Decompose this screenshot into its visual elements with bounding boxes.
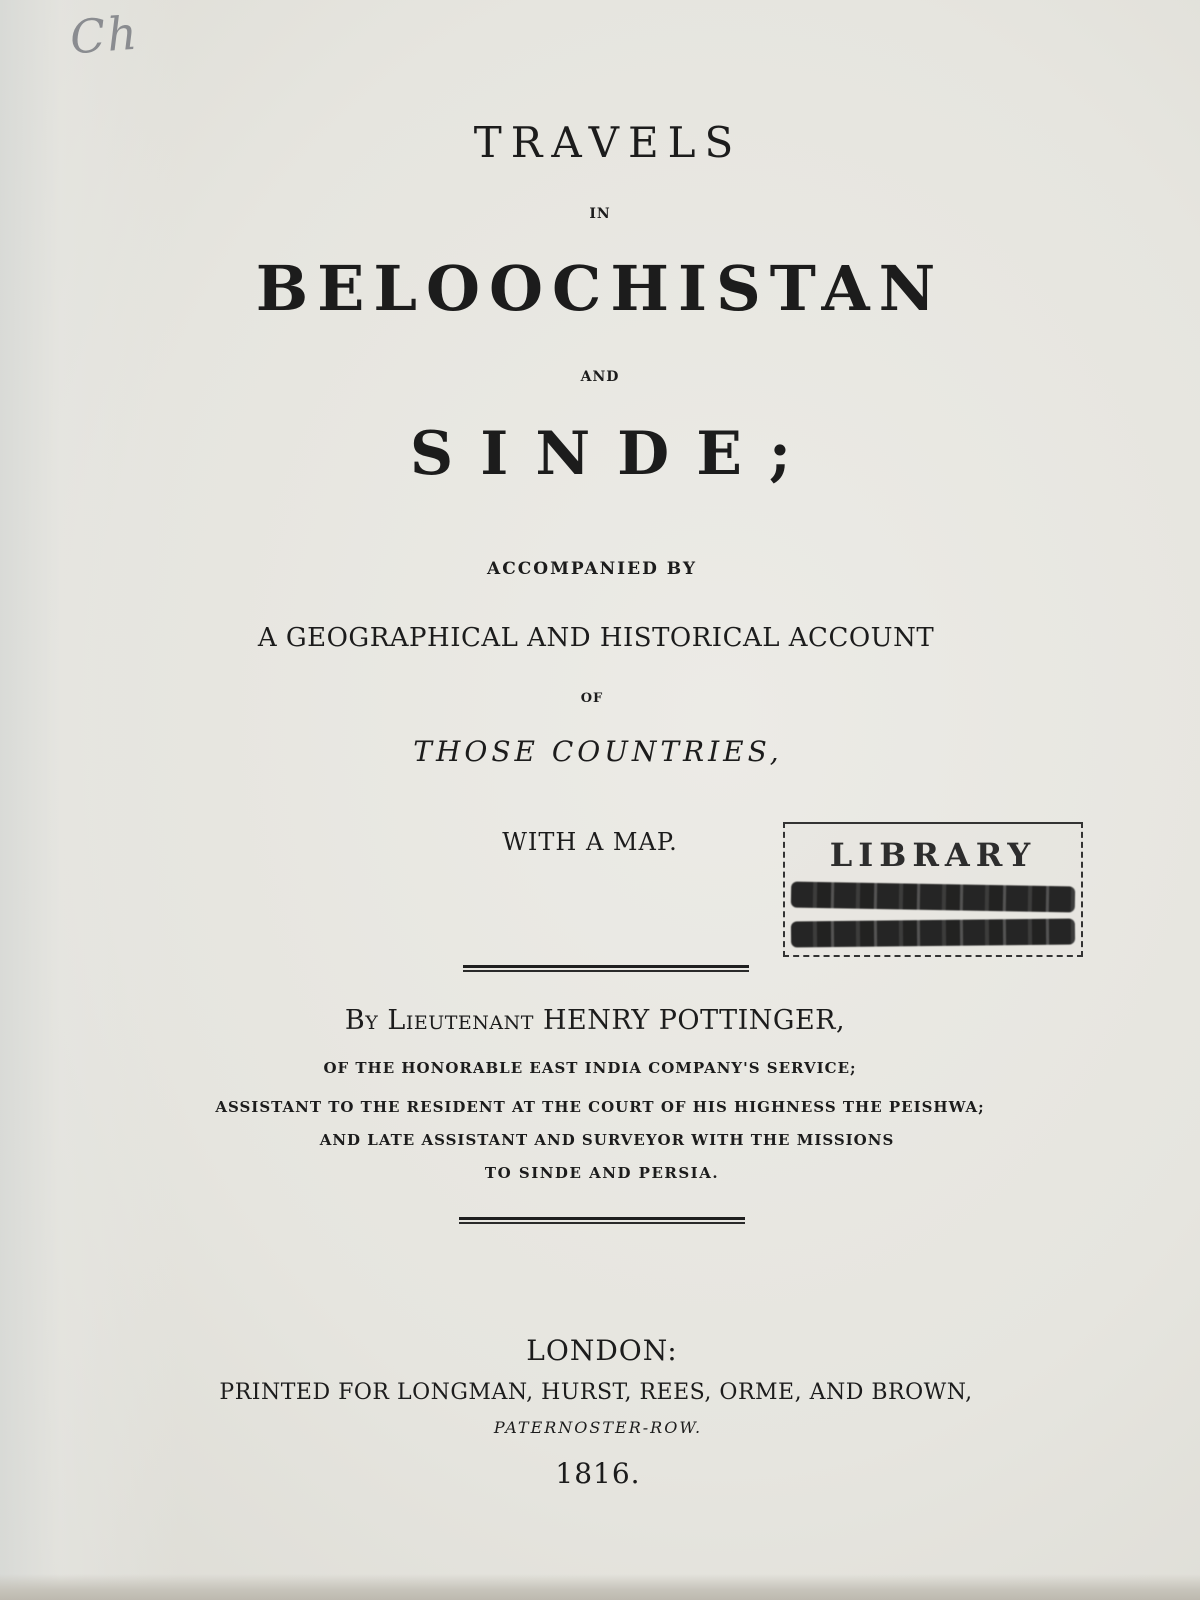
title-and: AND <box>580 369 620 385</box>
author-service: OF THE HONORABLE EAST INDIA COMPANY'S SERVICE; <box>323 1059 857 1077</box>
title-in: IN <box>589 206 611 222</box>
library-stamp-word: LIBRARY <box>829 836 1037 874</box>
subtitle-map: WITH A MAP. <box>502 828 678 856</box>
author-missions: TO SINDE AND PERSIA. <box>484 1164 720 1182</box>
title-beloochistan: BELOOCHISTAN <box>255 252 945 325</box>
title-sinde: SINDE; <box>409 419 819 489</box>
title-travels: TRAVELS <box>473 118 743 167</box>
stamp-ink-smear <box>791 882 1075 913</box>
double-rule <box>459 1217 745 1224</box>
handwritten-mark: Ch <box>68 5 141 65</box>
author-assistant: ASSISTANT TO THE RESIDENT AT THE COURT OF HIS HIGHNESS THE PEISHWA; <box>215 1098 985 1116</box>
author-surveyor: AND LATE ASSISTANT AND SURVEYOR WITH THE MISSIONS <box>319 1131 895 1149</box>
stamp-ink-smear <box>791 919 1075 948</box>
imprint-printer: PRINTED FOR LONGMAN, HURST, REES, ORME, AND BROWN, <box>219 1380 973 1405</box>
subtitle-countries: THOSE COUNTRIES, <box>413 735 783 768</box>
subtitle-of: OF <box>580 691 604 706</box>
page-edge-shadow <box>0 1574 1200 1600</box>
imprint-street: PATERNOSTER-ROW. <box>493 1418 703 1437</box>
author-byline: By Lieutenant HENRY POTTINGER, <box>344 1005 846 1036</box>
imprint-year: 1816. <box>555 1457 641 1490</box>
double-rule <box>463 965 749 972</box>
subtitle-account: A GEOGRAPHICAL AND HISTORICAL ACCOUNT <box>257 623 935 653</box>
subtitle-accompanied: ACCOMPANIED BY <box>487 559 697 579</box>
imprint-city: LONDON: <box>526 1334 678 1367</box>
library-stamp <box>783 822 1083 957</box>
